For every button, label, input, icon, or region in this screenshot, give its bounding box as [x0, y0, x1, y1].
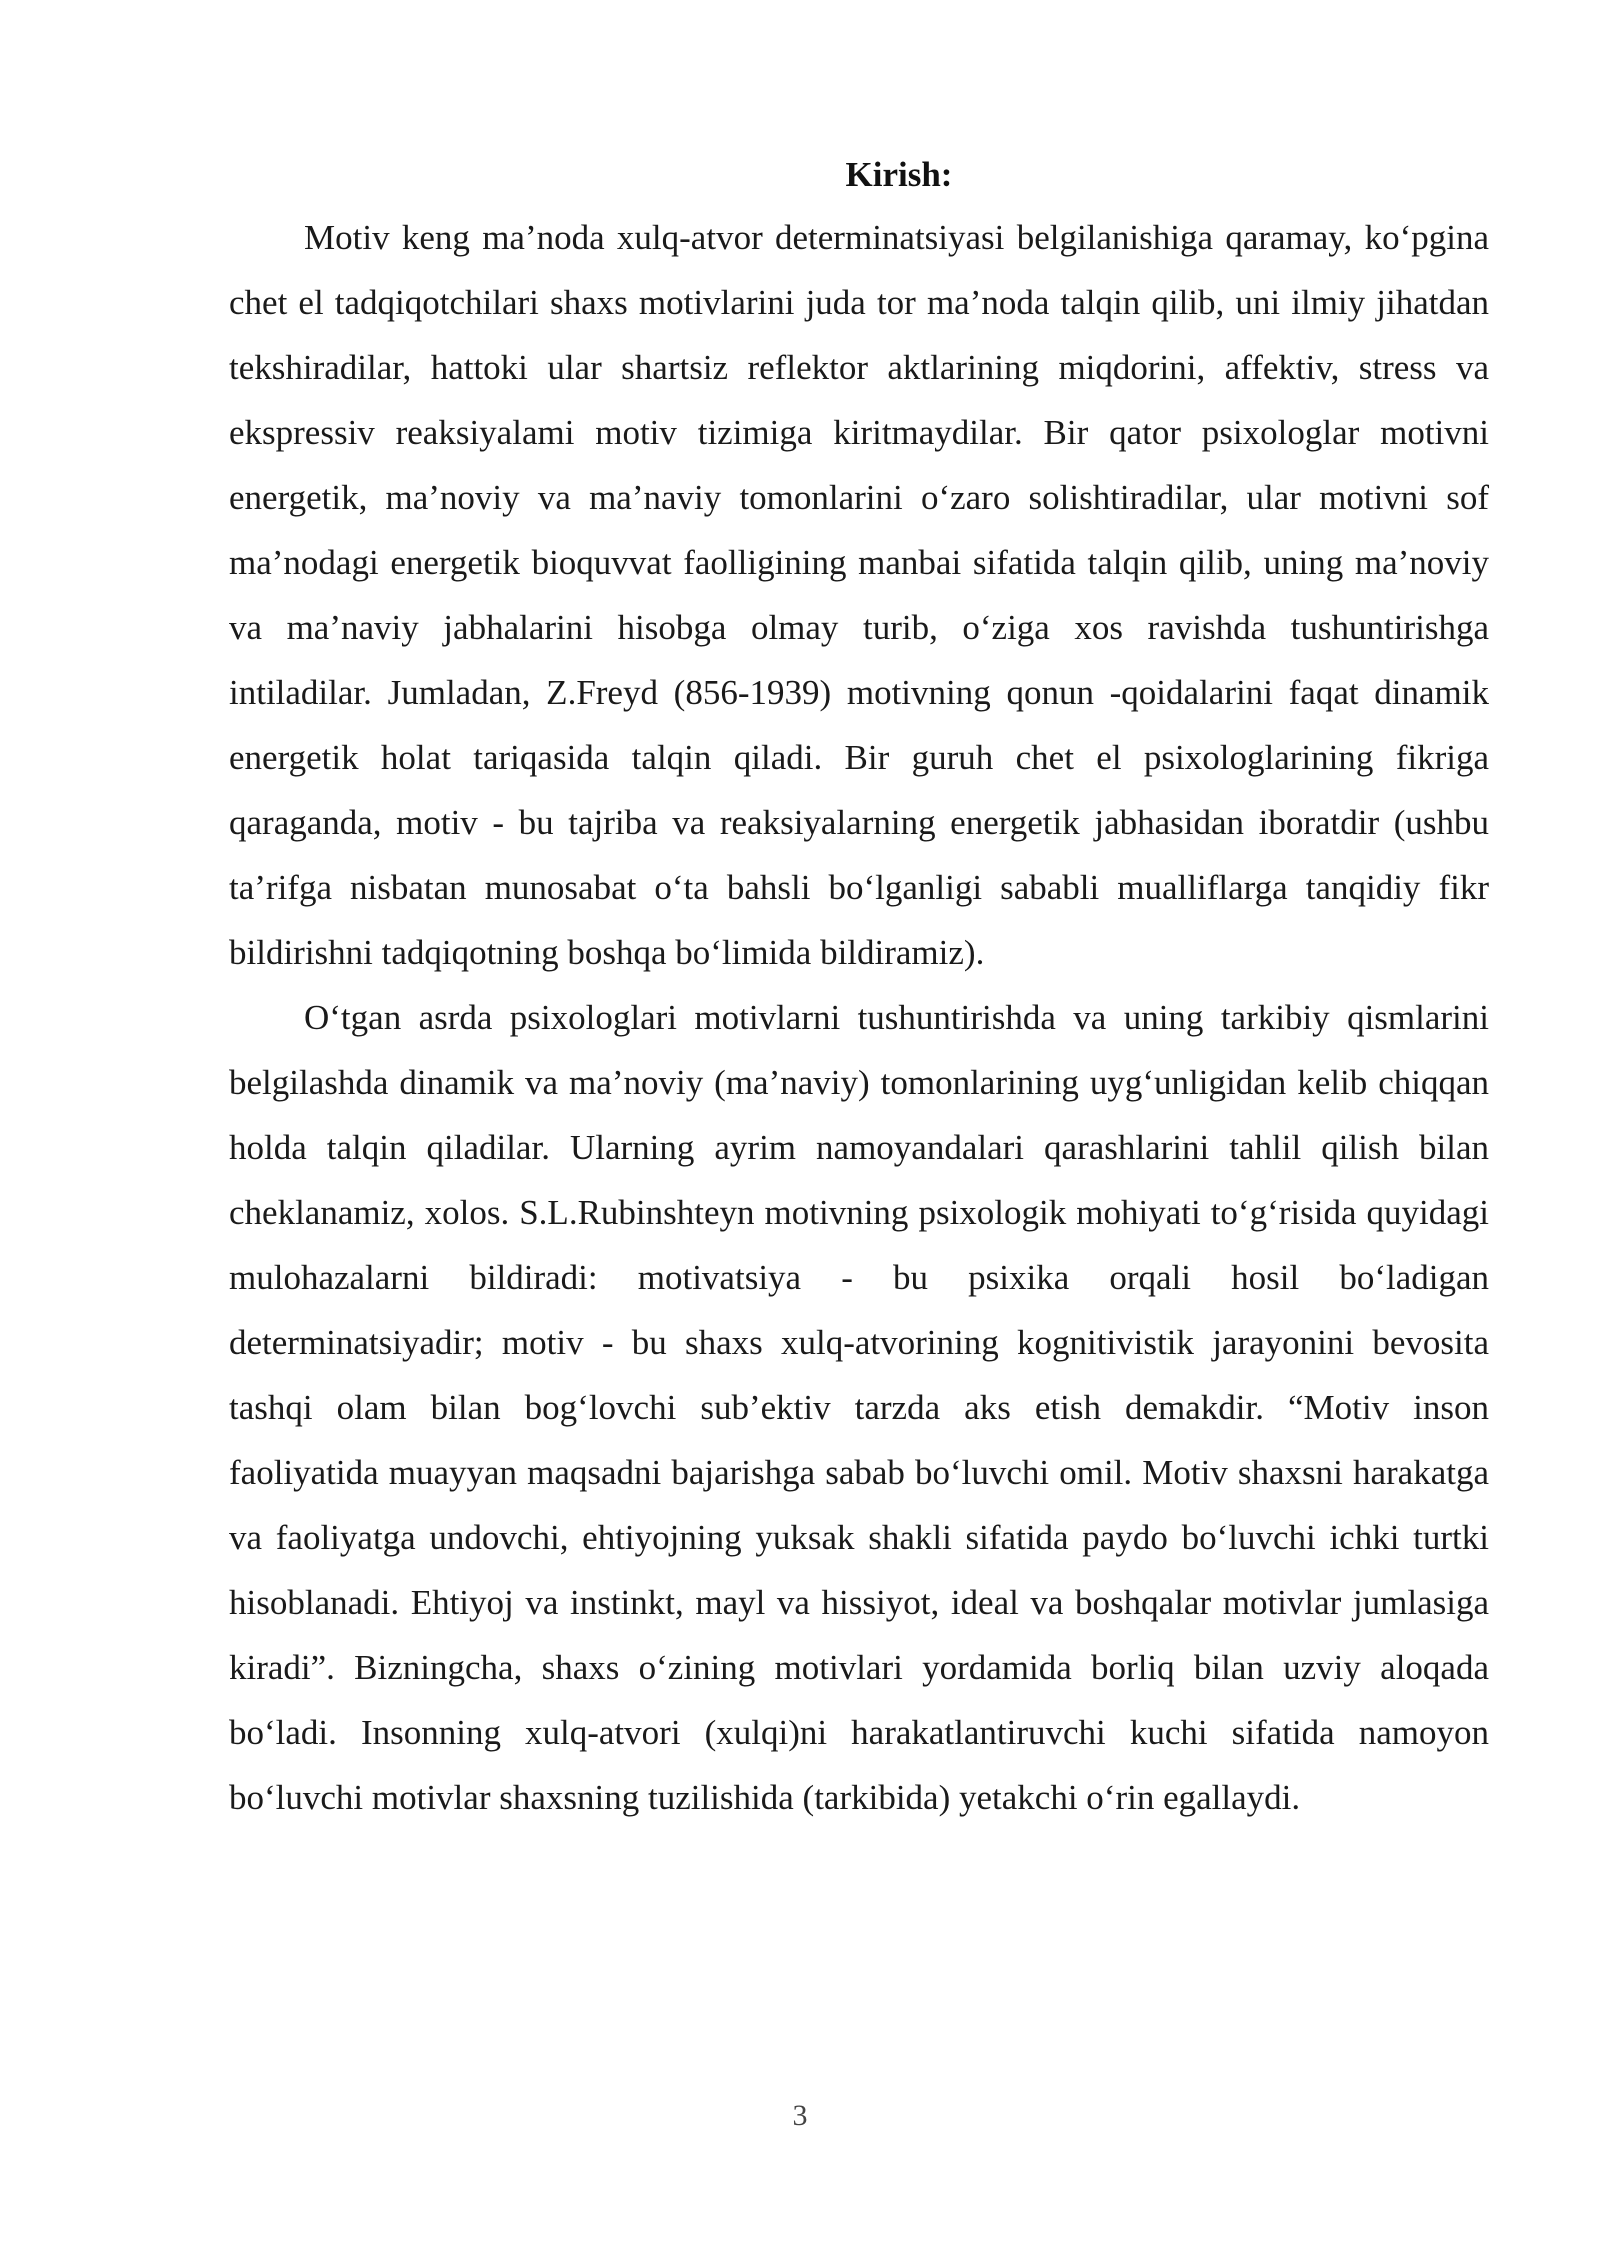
body-paragraph-1: Motiv keng ma’noda xulq-atvor determinatsiyasi belgilanishiga qaramay, ko‘pgina chet el tadqiqotchilari shaxs motivlarini juda tor ma’noda talqin qilib, uni ilmiy jihatdan tekshiradilar, hattoki ular shartsiz reflektor aktlarining miqdorini, affektiv, stress va ekspressiv reaksiyalami motiv tizimiga kiritmaydilar. Bir qator psixologlar motivni energetik, ma’noviy va ma’naviy tomonlarini o‘zaro solishtiradilar, ular motivni sof ma’nodagi energetik bioquvvat faolligining manbai sifatida talqin qilib, uning ma’noviy va ma’naviy jabhalarini hisobga olmay turib, o‘ziga xos ravishda tushuntirishga intiladilar. Jumladan, Z.Freyd (856-1939) motivning qonun -qoidalarini faqat dinamik energetik holat tariqasida talqin qiladi. Bir guruh chet el psixologlarining fikriga qaraganda, motiv - bu tajriba va reaksiyalarning energetik jabhasidan iboratdir (ushbu ta’rifga nisbatan munosabat o‘ta bahsli bo‘lganligi sababli mualliflarga tanqidiy fikr bildirishni tadqiqotning boshqa bo‘limida bildiramiz). — [229, 218, 1489, 972]
section-heading: Kirish: — [845, 155, 953, 194]
body-paragraph-2: O‘tgan asrda psixologlari motivlarni tushuntirishda va uning tarkibiy qismlarini belgilashda dinamik va ma’noviy (ma’naviy) tomonlarining uyg‘unligidan kelib chiqqan holda talqin qiladilar. Ularning ayrim namoyandalari qarashlarini tahlil qilish bilan cheklanamiz, xolos. S.L.Rubinshteyn motivning psixologik mohiyati to‘g‘risida quyidagi mulohazalarni bildiradi: motivatsiya - bu psixika orqali hosil bo‘ladigan determinatsiyadir; motiv - bu shaxs xulq-atvorining kognitivistik jarayonini bevosita tashqi olam bilan bog‘lovchi sub’ektiv tarzda aks etish demakdir. “Motiv inson faoliyatida muayyan maqsadni bajarishga sabab bo‘luvchi omil. Motiv shaxsni harakatga va faoliyatga undovchi, ehtiyojning yuksak shakli sifatida paydo bo‘luvchi ichki turtki hisoblanadi. Ehtiyoj va instinkt, mayl va hissiyot, ideal va boshqalar motivlar jumlasiga kiradi”. Bizningcha, shaxs o‘zining motivlari yordamida borliq bilan uzviy aloqada bo‘ladi. Insonning xulq-atvori (xulqi)ni harakatlantiruvchi kuchi sifatida namoyon bo‘luvchi motivlar shaxsning tuzilishida (tarkibida) yetakchi o‘rin egallaydi. — [229, 998, 1489, 1817]
page-body — [229, 145, 1489, 1830]
page-number: 3 — [792, 2099, 808, 2132]
